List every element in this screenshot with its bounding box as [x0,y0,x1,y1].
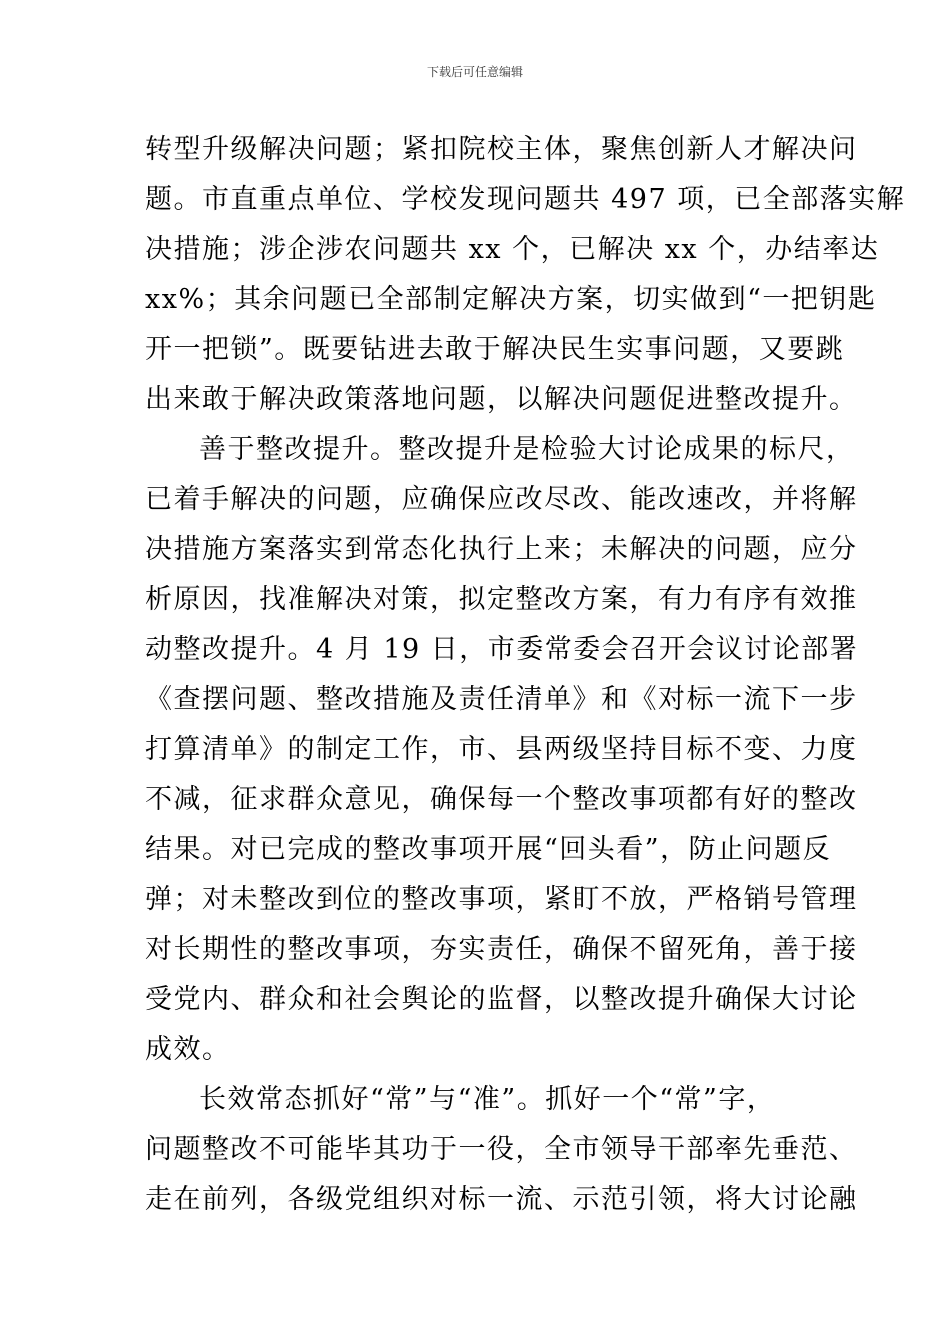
body-line: 成效。 [145,1034,231,1065]
body-line: 转型升级解决问题；紧扣院校主体，聚焦创新人才解决问 [145,134,858,165]
body-line: 决措施方案落实到常态化执行上来；未解决的问题，应分 [145,534,858,565]
body-line: 善于整改提升。整改提升是检验大讨论成果的标尺， [199,434,855,465]
page-header-note: 下载后可任意编辑 [426,65,523,79]
body-line: 出来敢于解决政策落地问题，以解决问题促进整改提升。 [145,384,858,415]
body-line: 不减，征求群众意见，确保每一个整改事项都有好的整改 [145,784,858,815]
body-line: xx%；其余问题已全部制定解决方案，切实做到“一把钥匙 [145,284,877,315]
body-line: 《查摆问题、整改措施及责任清单》和《对标一流下一步 [145,684,858,715]
body-line: 动整改提升。4 月 19 日，市委常委会召开会议讨论部署 [145,634,859,665]
body-line: 结果。对已完成的整改事项开展“回头看”，防止问题反 [145,834,832,865]
body-line: 对长期性的整改事项，夯实责任，确保不留死角，善于接 [145,934,858,965]
body-line: 析原因，找准解决对策，拟定整改方案，有力有序有效推 [145,584,858,615]
body-line: 开一把锁”。既要钻进去敢于解决民生实事问题，又要跳 [145,334,845,365]
body-line: 已着手解决的问题，应确保应改尽改、能改速改，并将解 [145,484,858,515]
body-line: 受党内、群众和社会舆论的监督，以整改提升确保大讨论 [145,984,858,1015]
body-line: 长效常态抓好“常”与“准”。抓好一个“常”字， [199,1084,776,1115]
body-line: 打算清单》的制定工作，市、县两级坚持目标不变、力度 [145,734,858,765]
body-line: 决措施；涉企涉农问题共 xx 个，已解决 xx 个，办结率达 [145,234,880,265]
body-line: 问题整改不可能毕其功于一役，全市领导干部率先垂范、 [145,1134,858,1165]
body-line: 题。市直重点单位、学校发现问题共 497 项，已全部落实解 [145,184,906,215]
body-line: 弹；对未整改到位的整改事项，紧盯不放，严格销号管理 [145,884,858,915]
body-line: 走在前列，各级党组织对标一流、示范引领，将大讨论融 [145,1184,858,1215]
